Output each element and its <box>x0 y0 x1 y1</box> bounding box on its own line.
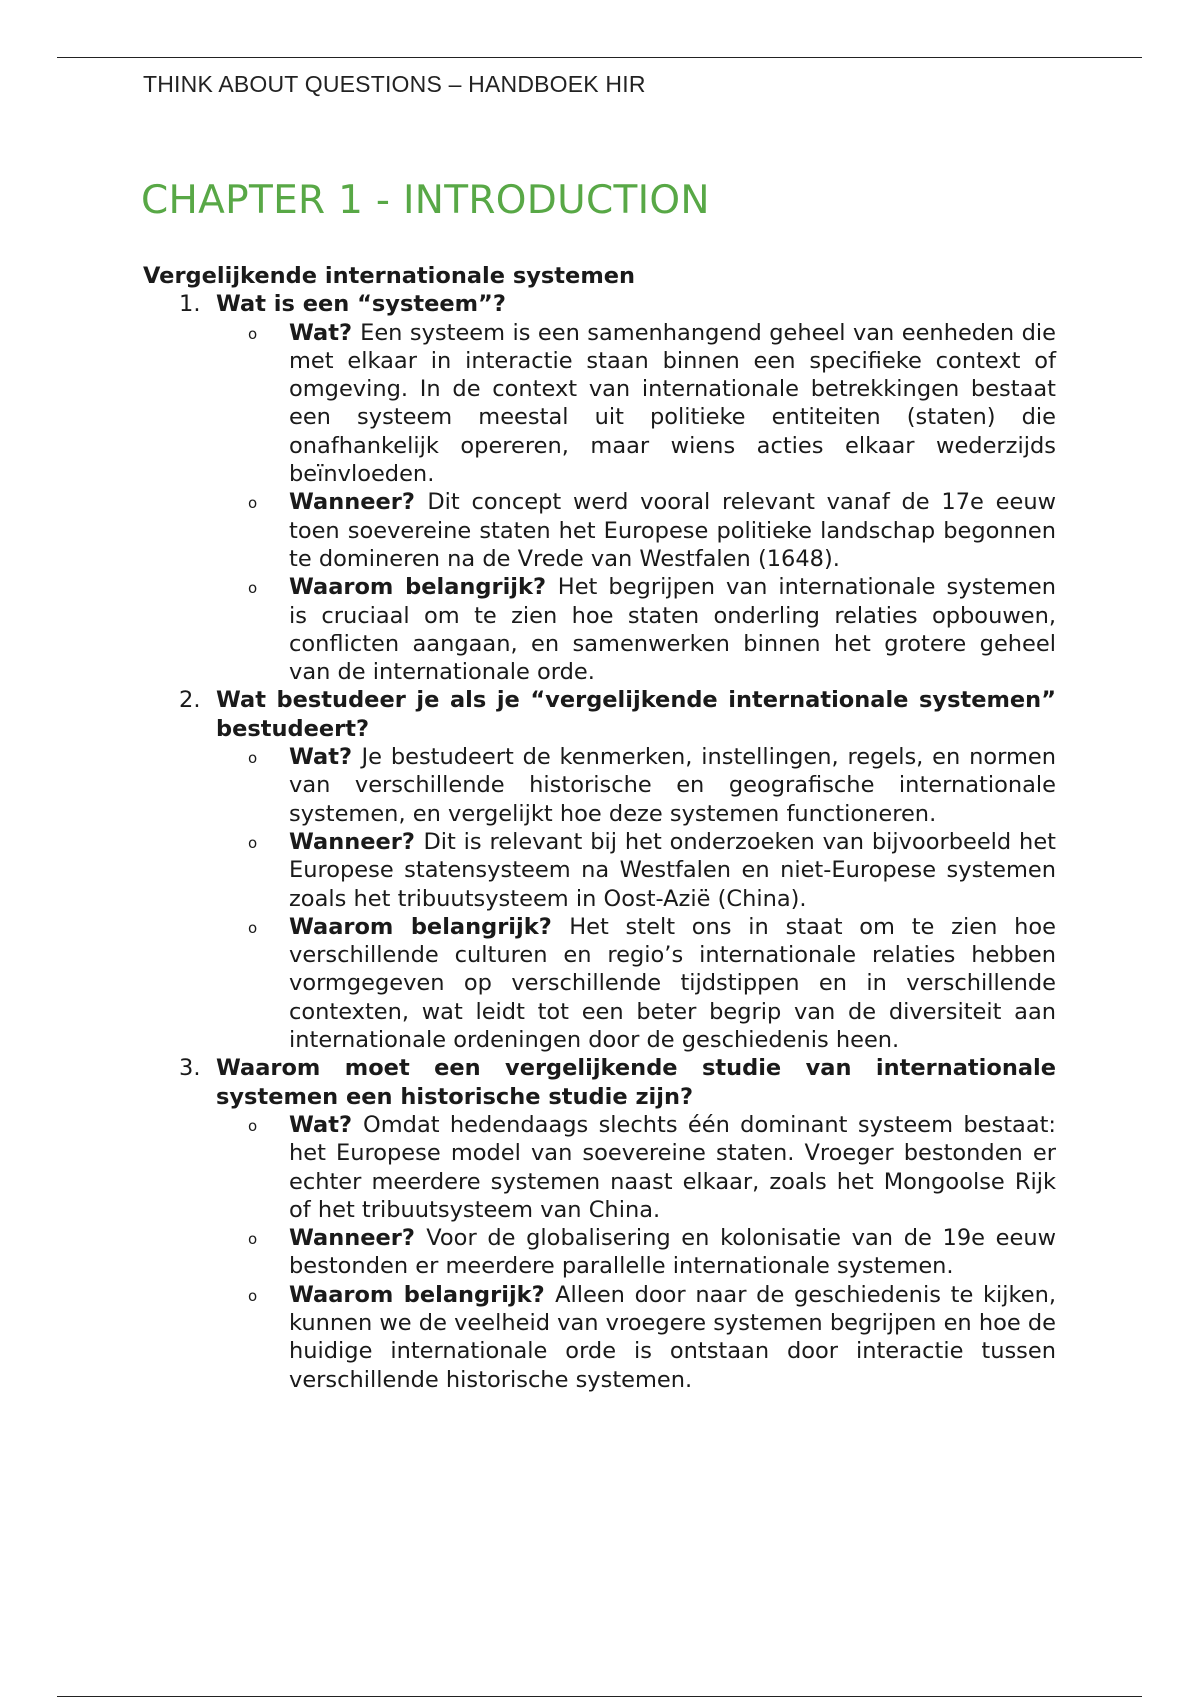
answer-text: Je bestudeert de kenmerken, instellingen, regels, en normen van verschillende historische en geografische internationale systemen, en vergelijkt hoe deze systemen functioneren. <box>289 744 1056 827</box>
question-item <box>143 1054 1056 1394</box>
section-heading: Vergelijkende internationale systemen <box>143 263 636 289</box>
question-item <box>143 686 1056 1054</box>
bullet-icon: o <box>248 494 258 513</box>
answer-list <box>216 743 1056 1054</box>
answer-text: Het stelt ons in staat om te zien hoe verschillende culturen en regio’s internationale relaties hebben vormgegeven op verschillende tijdstippen en in verschillende contexten, wat leidt tot een beter begrip van de diversiteit aan internationale ordeningen door de geschiedenis heen. <box>289 913 1056 1054</box>
question-text: Waarom moet een vergelijkende studie van internationale systemen een historische studie zijn? <box>216 1055 1056 1110</box>
answer-text: Alleen door naar de geschiedenis te kijken, kunnen we de veelheid van vroegere systemen begrijpen en hoe de huidige internationale orde is ontstaan door interactie tussen verschillende historische systemen. <box>289 1281 1056 1393</box>
answer-text: Dit is relevant bij het onderzoeken van bijvoorbeeld het Europese statensysteem na Westfalen en niet-Europese systemen zoals het tribuutsysteem in Oost-Azië (China). <box>289 828 1056 912</box>
answer-label: Waarom belangrijk? <box>289 1281 556 1308</box>
answer-label: Wanneer? <box>289 489 428 516</box>
answer-item <box>216 488 1056 573</box>
answer-label: Waarom belangrijk? <box>289 574 558 601</box>
answer-item <box>216 1111 1056 1224</box>
answer-label: Waarom belangrijk? <box>289 913 570 940</box>
answer-list <box>216 1111 1056 1394</box>
bullet-icon: o <box>248 918 258 937</box>
answer-item <box>216 743 1056 828</box>
question-number: 2. <box>179 687 201 714</box>
header-rule <box>57 57 1142 58</box>
answer-label: Wanneer? <box>289 1225 427 1252</box>
answer-list <box>216 319 1056 687</box>
answer-label: Wanneer? <box>289 828 424 855</box>
question-list <box>143 290 1056 1394</box>
bullet-icon: o <box>248 749 258 768</box>
answer-label: Wat? <box>289 319 361 346</box>
answer-text: Het begrijpen van internationale systemen is cruciaal om te zien hoe staten onderling relaties opbouwen, conflicten aangaan, en samenwerken binnen het grotere geheel van de internationale orde. <box>289 574 1056 686</box>
chapter-title: CHAPTER 1 - INTRODUCTION <box>141 178 710 223</box>
bullet-icon: o <box>248 833 258 852</box>
answer-item <box>216 1281 1056 1394</box>
question-text: Wat is een “systeem”? <box>216 291 506 318</box>
bullet-icon: o <box>248 1230 258 1249</box>
bullet-icon: o <box>248 1286 258 1305</box>
answer-item <box>216 319 1056 489</box>
question-text: Wat bestudeer je als je “vergelijkende internationale systemen” bestudeert? <box>216 687 1056 742</box>
answer-item <box>216 573 1056 686</box>
answer-text: Voor de globalisering en kolonisatie van de 19e eeuw bestonden er meerdere parallelle internationale systemen. <box>289 1225 1056 1280</box>
answer-text: Omdat hedendaags slechts één dominant systeem bestaat: het Europese model van soevereine staten. Vroeger bestonden er echter meerdere systemen naast elkaar, zoals het Mongoolse Rijk of het tribuutsysteem van China. <box>289 1111 1057 1223</box>
answer-text: Een systeem is een samenhangend geheel van eenheden die met elkaar in interactie staan binnen een specifieke context of omgeving. In de context van internationale betrekkingen bestaat een systeem meestal uit politieke entiteiten (staten) die onafhankelijk opereren, maar wiens acties elkaar wederzijds beïnvloeden. <box>289 319 1056 488</box>
question-item <box>143 290 1056 686</box>
answer-label: Wat? <box>289 744 362 771</box>
answer-item <box>216 828 1056 913</box>
bullet-icon: o <box>248 324 258 343</box>
answer-text: Dit concept werd vooral relevant vanaf de 17e eeuw toen soevereine staten het Europese politieke landschap begonnen te domineren na de Vrede van Westfalen (1648). <box>289 489 1056 572</box>
answer-item <box>216 913 1056 1054</box>
page-header: THINK ABOUT QUESTIONS – HANDBOEK HIR <box>143 71 646 97</box>
footer-rule <box>57 1696 1142 1697</box>
bullet-icon: o <box>248 1116 258 1135</box>
question-number: 3. <box>179 1055 201 1082</box>
answer-label: Wat? <box>289 1111 364 1138</box>
question-number: 1. <box>179 291 201 318</box>
bullet-icon: o <box>248 579 258 598</box>
answer-item <box>216 1224 1056 1281</box>
document-body <box>143 262 1056 1394</box>
